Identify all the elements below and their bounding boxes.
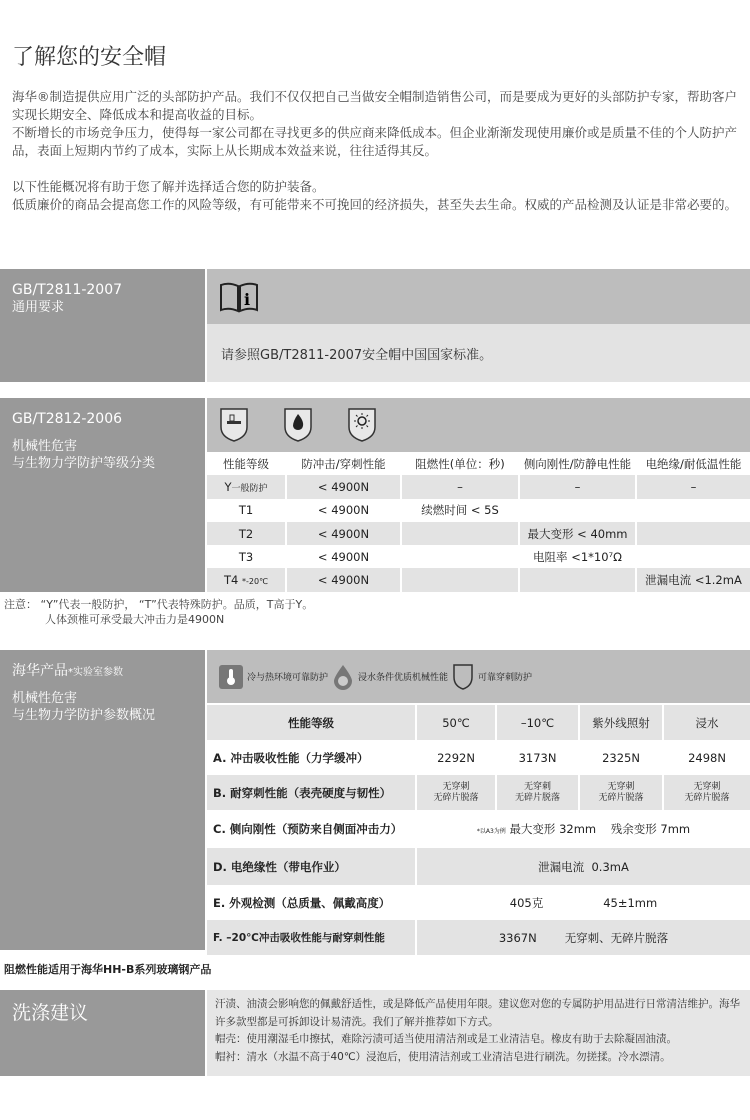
s1-icon-band xyxy=(207,269,750,324)
table-cell: 无穿刺 无碎片脱落 xyxy=(580,775,662,810)
table-cell: < 4900N xyxy=(287,499,400,522)
table-cell xyxy=(402,545,518,568)
grade-cell: T1 xyxy=(207,499,285,522)
info-manual-icon xyxy=(219,281,259,313)
column-header: 50℃ xyxy=(417,705,495,740)
table-row xyxy=(207,475,750,498)
table-row xyxy=(207,920,750,955)
water-drop-icon xyxy=(332,664,354,690)
column-header: 防冲击/穿刺性能 xyxy=(287,452,400,475)
s3-title-note: *实验室参数 xyxy=(68,667,123,678)
table-cell xyxy=(402,522,518,545)
table-cell: – xyxy=(520,475,635,498)
table-cell: 2498N xyxy=(664,740,750,775)
intro-paragraph: 以下性能概况将有助于您了解并选择适合您的防护装备。 xyxy=(12,179,325,194)
table-cell: < 4900N xyxy=(287,545,400,568)
flame-shield-icon xyxy=(283,407,313,443)
table-cell: 2292N xyxy=(417,740,495,775)
s3-icon-band xyxy=(207,650,750,703)
table-header-row xyxy=(207,705,750,740)
row-label: E. 外观检测（总质量、佩戴高度） xyxy=(207,885,415,920)
table-row xyxy=(207,740,750,775)
table-row xyxy=(207,568,750,591)
column-header: 紫外线照射 xyxy=(580,705,662,740)
s4-label-panel xyxy=(0,990,205,1076)
s2-grade-table xyxy=(205,452,750,592)
row-label: C. 侧向刚性（预防来自侧面冲击力） xyxy=(207,810,415,848)
intro-paragraph: 不断增长的市场竞争压力，使得每一家公司都在寻找更多的供应商来降低成本。但企业渐渐发现使用廉价或是质量不佳的个人防护产品，表面上短期内节约了成本，实际上从长期成本效益来说，往往适得其反。 xyxy=(12,125,738,158)
column-header: 浸水 xyxy=(664,705,750,740)
s4-title: 洗涤建议 xyxy=(12,1002,89,1024)
table-cell: < 4900N xyxy=(287,475,400,498)
thermometer-icon xyxy=(219,665,243,689)
table-row xyxy=(207,499,750,522)
column-header: 阻燃性(单位：秒) xyxy=(402,452,518,475)
shield-icon xyxy=(452,663,474,691)
table-cell xyxy=(637,522,750,545)
grade-cell: Y一般防护 xyxy=(207,475,285,498)
table-cell: – xyxy=(637,475,750,498)
s3-sub: 与生物力学防护参数概况 xyxy=(12,708,156,723)
table-cell: 无穿刺 无碎片脱落 xyxy=(417,775,495,810)
table-cell xyxy=(520,499,635,522)
impact-shield-icon xyxy=(219,407,249,443)
table-cell: < 4900N xyxy=(287,568,400,591)
table-row xyxy=(207,848,750,885)
table-cell: *以A3为例 最大变形 32mm 残余变形 7mm xyxy=(417,810,750,848)
s4-line: 帽壳：使用潮湿毛巾擦拭，难除污渍可适当使用清洁剂或是工业清洁皂。橡皮有助于去除凝固油渍。 xyxy=(215,1033,677,1045)
table-cell: – xyxy=(402,475,518,498)
s2-note xyxy=(4,597,313,627)
grade-cell: T2 xyxy=(207,522,285,545)
s3-title: 海华产品 xyxy=(12,663,68,679)
s3-sub: 机械性危害 xyxy=(12,691,78,706)
s3-footnote: 阻燃性能适用于海华HH-B系列玻璃钢产品 xyxy=(4,963,212,976)
s1-label-panel xyxy=(0,269,205,382)
intro-text xyxy=(12,88,742,214)
s2-icon-band xyxy=(207,398,750,452)
s1-sub: 通用要求 xyxy=(12,300,65,315)
note-line: 人体颈椎可承受最大冲击力是4900N xyxy=(45,613,225,626)
column-header: 侧向刚性/防静电性能 xyxy=(520,452,635,475)
row-label: D. 电绝缘性（带电作业） xyxy=(207,848,415,885)
s1-code: GB/T2811-2007 xyxy=(12,282,123,298)
table-cell: 2325N xyxy=(580,740,662,775)
row-label: A. 冲击吸收性能（力学缓冲） xyxy=(207,740,415,775)
table-cell: 最大变形 < 40mm xyxy=(520,522,635,545)
table-cell xyxy=(637,499,750,522)
table-cell: 泄漏电流 <1.2mA xyxy=(637,568,750,591)
grade-cell: T4 *-20℃ xyxy=(207,568,285,591)
grade-cell: T3 xyxy=(207,545,285,568)
intro-paragraph: 低质廉价的商品会提高您工作的风险等级，有可能带来不可挽回的经济损失，甚至失去生命。权威的产品检测及认证是非常必要的。 xyxy=(12,197,738,212)
table-cell xyxy=(520,568,635,591)
s2-code: GB/T2812-2006 xyxy=(12,411,123,427)
table-row xyxy=(207,885,750,920)
s2-label-panel xyxy=(0,398,205,592)
row-label: B. 耐穿刺性能（表壳硬度与韧性） xyxy=(207,775,415,810)
s4-body xyxy=(207,990,750,1076)
table-cell: 续燃时间 < 5S xyxy=(402,499,518,522)
table-cell: < 4900N xyxy=(287,522,400,545)
icon-caption: 冷与热环境可靠防护 xyxy=(247,673,329,683)
table-row xyxy=(207,545,750,568)
row-label: F. –20℃冲击吸收性能与耐穿刺性能 xyxy=(207,920,415,955)
s3-label-panel xyxy=(0,650,205,950)
table-cell: 电阻率 <1*10⁷Ω xyxy=(520,545,635,568)
column-header: 性能等级 xyxy=(207,452,285,475)
table-row xyxy=(207,775,750,810)
table-cell xyxy=(402,568,518,591)
table-cell: 3173N xyxy=(497,740,578,775)
icon-caption: 浸水条件优质机械性能 xyxy=(358,673,449,683)
s2-sub: 机械性危害 xyxy=(12,439,78,454)
table-cell: 泄漏电流 0.3mA xyxy=(417,848,750,885)
table-header-row xyxy=(207,452,750,475)
table-cell: 405克 45±1mm xyxy=(417,885,750,920)
table-cell: 无穿刺 无碎片脱落 xyxy=(497,775,578,810)
table-row xyxy=(207,522,750,545)
s4-line: 帽衬：清水（水温不高于40℃）浸泡后，使用清洁剂或工业清洁皂进行刷洗。勿搓揉。冷水漂清。 xyxy=(215,1050,671,1063)
column-header: –10℃ xyxy=(497,705,578,740)
s1-body: 请参照GB/T2811-2007安全帽中国国家标准。 xyxy=(207,324,750,382)
svg-text:i: i xyxy=(244,289,251,309)
table-cell: 无穿刺 无碎片脱落 xyxy=(664,775,750,810)
table-cell xyxy=(637,545,750,568)
intro-paragraph: 海华®制造提供应用广泛的头部防护产品。我们不仅仅把自己当做安全帽制造销售公司，而是要成为更好的头部防护专家，帮助客户实现长期安全、降低成本和提高收益的目标。 xyxy=(12,89,738,122)
icon-caption: 可靠穿刺防护 xyxy=(478,673,533,683)
column-header: 性能等级 xyxy=(207,705,415,740)
page-title: 了解您的安全帽 xyxy=(12,45,167,70)
temperature-shield-icon xyxy=(347,407,377,443)
s4-line: 汗渍、油渍会影响您的佩戴舒适性，或是降低产品使用年限。建议您对您的专属防护用品进行日常清洁维护。海华许多款型都是可拆卸设计易清洗。我们了解并推荐如下方式。 xyxy=(215,998,740,1028)
s2-sub: 与生物力学防护等级分类 xyxy=(12,456,156,471)
s3-param-table xyxy=(205,705,750,955)
column-header: 电绝缘/耐低温性能 xyxy=(637,452,750,475)
note-line: 注意： “Y”代表一般防护， “T”代表特殊防护。品质，T高于Y。 xyxy=(4,598,314,611)
table-cell: 3367N 无穿刺、无碎片脱落 xyxy=(417,920,750,955)
table-row xyxy=(207,810,750,848)
